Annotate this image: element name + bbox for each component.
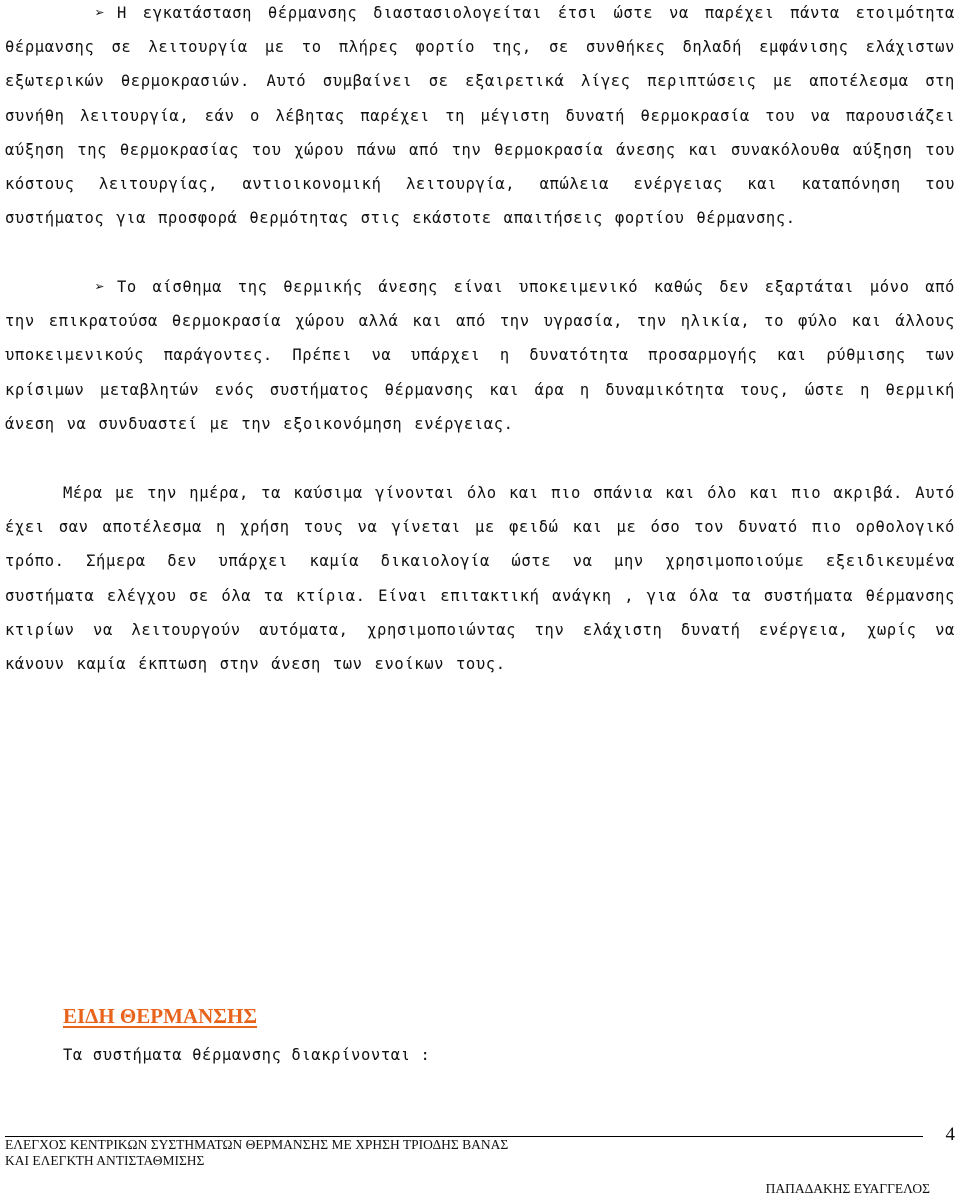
arrowhead-bullet-icon: ➢ — [95, 277, 106, 296]
paragraph-text: Η εγκατάσταση θέρμανσης διαστασιολογείται έτσι ώστε να παρέχει πάντα ετοιμότητα θέρμανσης σε λειτουργία με το πλήρες φορτίο της, σε συνθήκες δηλαδή εμφάνισης ελάχιστων εξωτερικών θερμοκρασιών. Αυτό συμβαίνει σε εξαιρετικά λίγες περιπτώσεις με αποτέλεσμα στη συνήθη λειτουργία, εάν ο λέβητας παρέχει τη μέγιστη δυνατή θερμοκρασία του να παρουσιάζει αύξηση της θερμοκρασίας του χώρου πάνω από την θερμοκρασία άνεσης και συνακόλουθα αύξηση του κόστους λειτουργίας, αντιοικονομική λειτουργία, απώλεια ενέργειας και καταπόνηση του συστήματος για προσφορά θερμότητας στις εκάστοτε απαιτήσεις φορτίου θέρμανσης. — [5, 4, 955, 228]
paragraph-fuel-costs — [5, 476, 955, 681]
footer-title-line-1: ΕΛΕΓΧΟΣ ΚΕΝΤΡΙΚΩΝ ΣΥΣΤΗΜΑΤΩΝ ΘΕΡΜΑΝΣΗΣ ΜΕ ΧΡΗΣΗ ΤΡΙΟΔΗΣ ΒΑΝΑΣ — [5, 1137, 509, 1152]
footer-author: ΠΑΠΑΔΑΚΗΣ ΕΥΑΓΓΕΛΟΣ — [765, 1181, 930, 1196]
footer-title — [5, 1137, 508, 1169]
section-intro: Τα συστήματα θέρμανσης διακρίνονται : — [63, 1046, 431, 1064]
arrowhead-bullet-icon: ➢ — [95, 3, 106, 22]
paragraph-heating-sizing — [5, 0, 955, 235]
paragraph-text: Το αίσθημα της θερμικής άνεσης είναι υποκειμενικό καθώς δεν εξαρτάται μόνο από την επικρατούσα θερμοκρασία χώρου αλλά και από την υγρασία, την ηλικία, το φύλο και άλλους υποκειμενικούς παράγοντες. Πρέπει να υπάρχει η δυνατότητα προσαρμογής και ρύθμισης των κρίσιμων μεταβλητών ενός συστήματος θέρμανσης και άρα η δυναμικότητα τους, ώστε η θερμική άνεση να συνδυαστεί με την εξοικονόμηση ενέργειας. — [5, 278, 955, 433]
paragraph-thermal-comfort — [5, 270, 955, 441]
section-heading: ΕΙΔΗ ΘΕΡΜΑΝΣΗΣ — [63, 1004, 258, 1028]
footer-title-line-2: ΚΑΙ ΕΛΕΓΚΤΗ ΑΝΤΙΣΤΑΘΜΙΣΗΣ — [5, 1153, 205, 1168]
paragraph-text: Μέρα με την ημέρα, τα καύσιμα γίνονται όλο και πιο σπάνια και όλο και πιο ακριβά. Αυτό έχει σαν αποτέλεσμα η χρήση τους να γίνεται με φειδώ και με όσο τον δυνατό πιο ορθολογικό τρόπο. Σήμερα δεν υπάρχει καμία δικαιολογία ώστε να μην χρησιμοποιούμε εξειδικευμένα συστήματα ελέγχου σε όλα τα κτίρια. Είναι επιτακτική ανάγκη , για όλα τα συστήματα θέρμανσης κτιρίων να λειτουργούν αυτόματα, χρησιμοποιώντας την ελάχιστη δυνατή ενέργεια, χωρίς να κάνουν καμία έκπτωση στην άνεση των ενοίκων τους. — [5, 484, 955, 674]
page-number: 4 — [945, 1124, 955, 1145]
